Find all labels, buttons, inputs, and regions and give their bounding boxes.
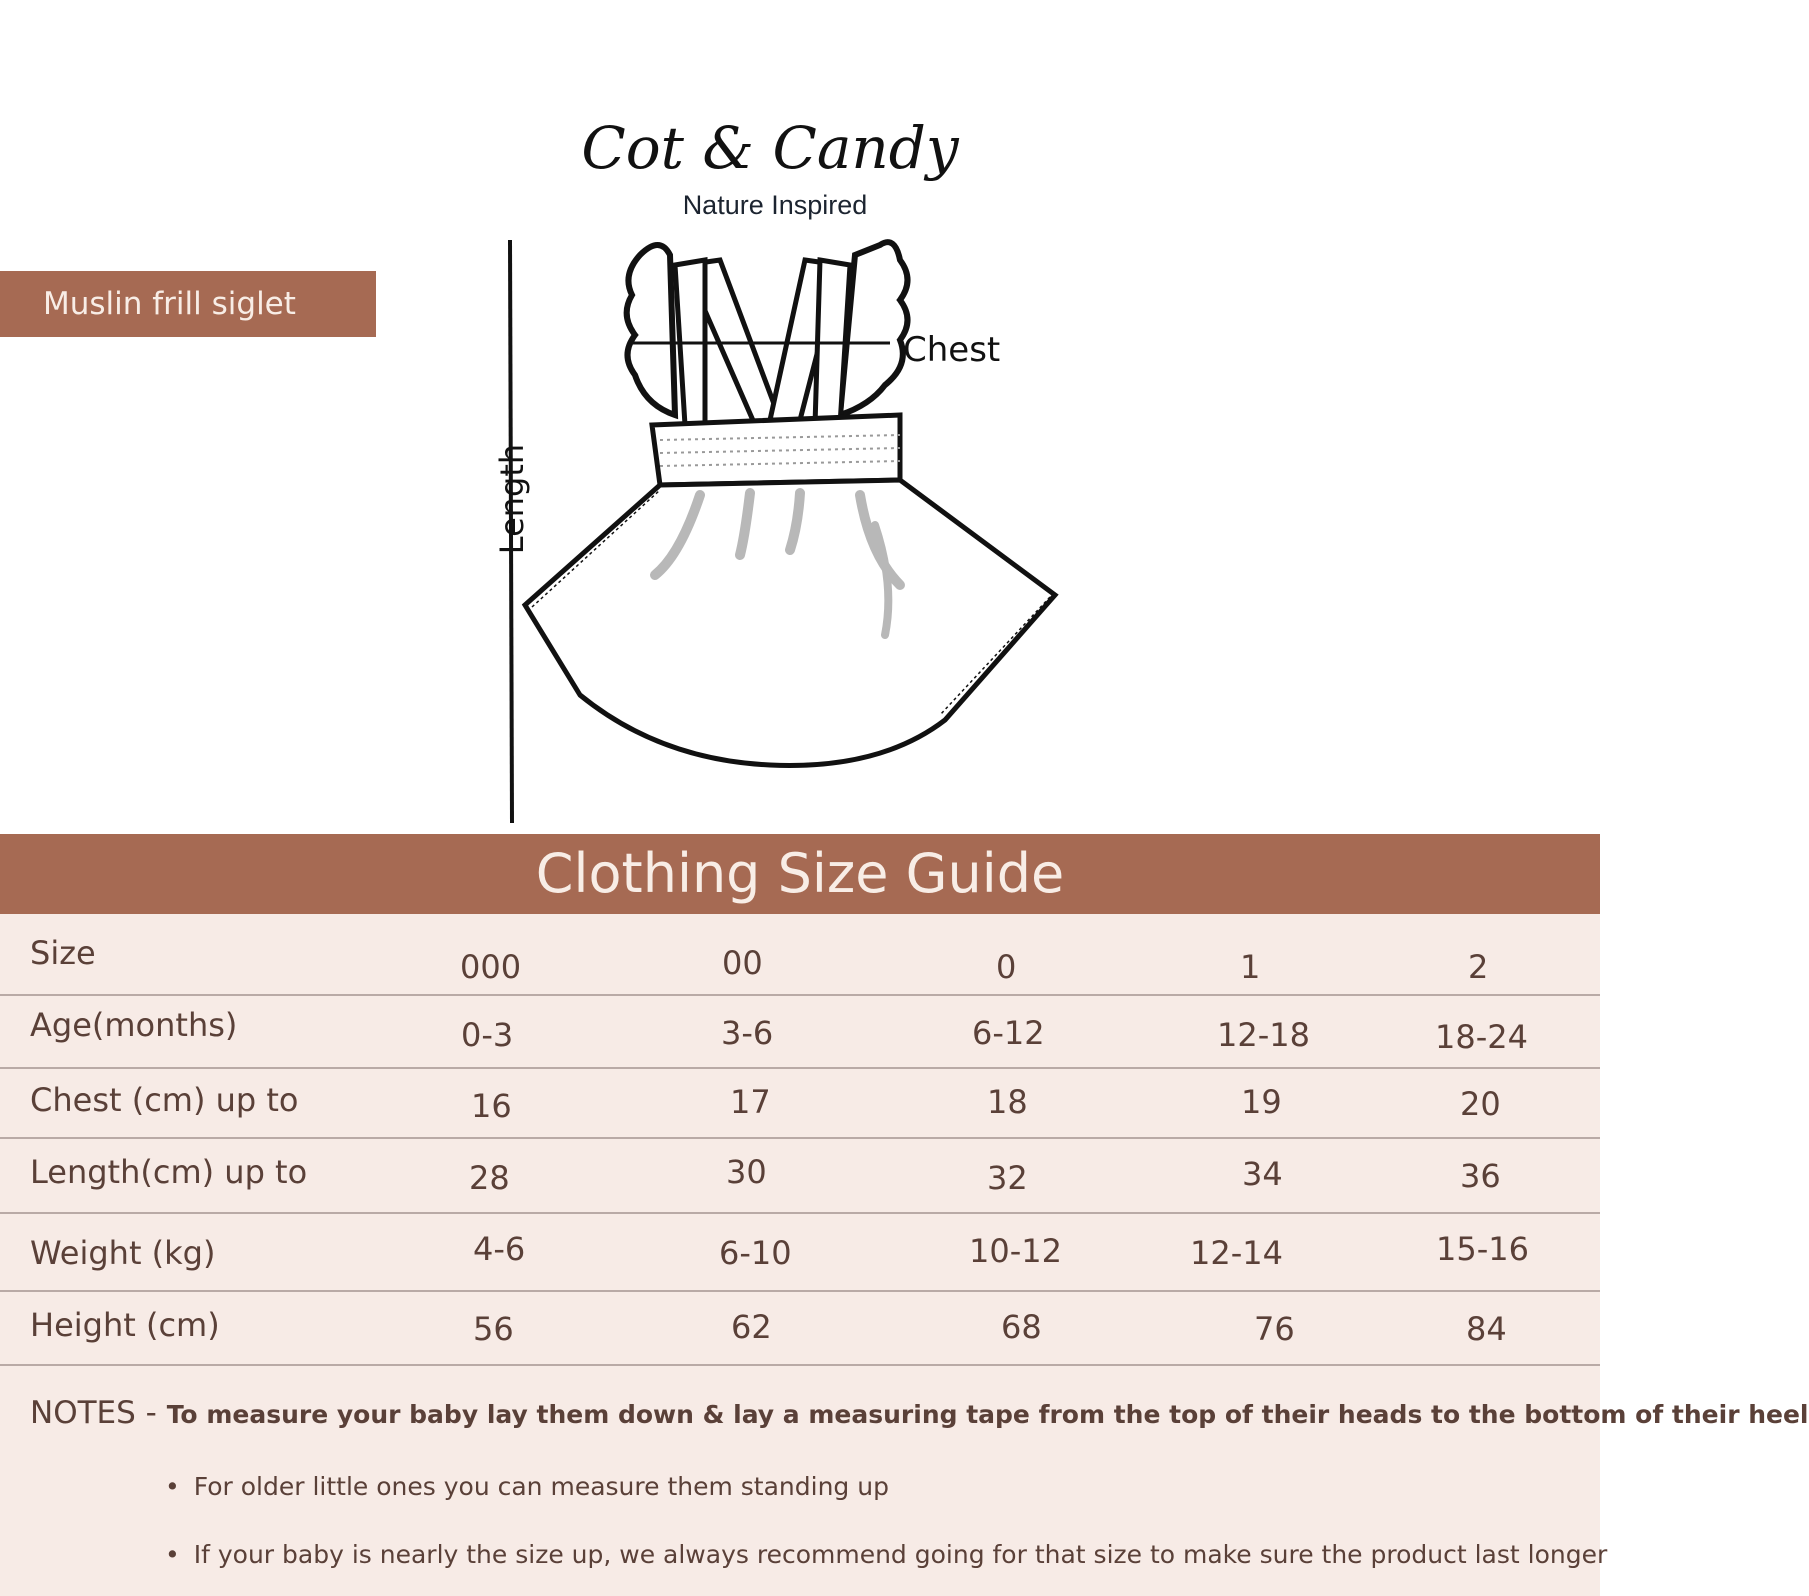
row-label: Height (cm) bbox=[30, 1306, 220, 1344]
table-cell: 84 bbox=[1466, 1310, 1507, 1348]
brand-tagline: Nature Inspired bbox=[682, 190, 868, 220]
table-cell: 10-12 bbox=[969, 1232, 1062, 1270]
table-cell: 28 bbox=[469, 1159, 510, 1197]
table-cell: 6-10 bbox=[719, 1234, 792, 1272]
table-cell: 4-6 bbox=[473, 1230, 526, 1268]
table-cell: 0-3 bbox=[461, 1016, 514, 1054]
table-cell: 68 bbox=[1001, 1308, 1042, 1346]
table-cell: 12-18 bbox=[1217, 1016, 1310, 1054]
table-cell: 56 bbox=[473, 1310, 514, 1348]
product-name-badge: Muslin frill siglet bbox=[0, 271, 376, 337]
brand-logo bbox=[560, 110, 980, 200]
table-cell: 15-16 bbox=[1436, 1230, 1529, 1268]
table-cell: 30 bbox=[726, 1153, 767, 1191]
table-cell: 12-14 bbox=[1190, 1234, 1283, 1272]
size-guide-title: Clothing Size Guide bbox=[0, 834, 1600, 914]
table-row bbox=[0, 914, 1600, 996]
table-row bbox=[0, 1214, 1600, 1292]
table-cell: 62 bbox=[731, 1308, 772, 1346]
list-item: • For older little ones you can measure them standing up bbox=[165, 1472, 889, 1501]
row-label: Size bbox=[30, 934, 96, 972]
table-cell: 17 bbox=[730, 1083, 771, 1121]
table-row bbox=[0, 1292, 1600, 1366]
notes bbox=[30, 1395, 1809, 1431]
table-cell: 000 bbox=[460, 948, 522, 986]
chest-label: Chest bbox=[903, 330, 1001, 370]
table-cell: 19 bbox=[1241, 1083, 1282, 1121]
table-cell: 3-6 bbox=[721, 1014, 774, 1052]
table-row bbox=[0, 1069, 1600, 1139]
table-cell: 20 bbox=[1460, 1085, 1501, 1123]
garment-diagram bbox=[460, 225, 1080, 825]
table-cell: 6-12 bbox=[972, 1014, 1045, 1052]
notes-prefix: NOTES - bbox=[30, 1395, 157, 1431]
table-cell: 0 bbox=[996, 948, 1017, 986]
table-cell: 32 bbox=[987, 1159, 1028, 1197]
row-label: Chest (cm) up to bbox=[30, 1081, 299, 1119]
notes-main: To measure your baby lay them down & lay a measuring tape from the top of their heads to the bottom of their heel bbox=[166, 1400, 1809, 1429]
table-cell: 2 bbox=[1468, 948, 1489, 986]
length-label: Length bbox=[493, 443, 531, 555]
logo-script-icon bbox=[560, 110, 980, 200]
table-cell: 76 bbox=[1254, 1310, 1295, 1348]
table-cell: 36 bbox=[1460, 1157, 1501, 1195]
table-cell: 1 bbox=[1240, 948, 1261, 986]
table-cell: 34 bbox=[1242, 1155, 1283, 1193]
row-label: Length(cm) up to bbox=[30, 1153, 308, 1191]
siglet-illustration-icon bbox=[460, 225, 1080, 825]
table-cell: 18-24 bbox=[1435, 1018, 1528, 1056]
table-row bbox=[0, 1139, 1600, 1214]
row-label: Weight (kg) bbox=[30, 1234, 216, 1272]
table-row bbox=[0, 996, 1600, 1069]
list-item: • If your baby is nearly the size up, we always recommend going for that size to make sure the product last longer bbox=[165, 1540, 1607, 1569]
table-cell: 00 bbox=[722, 944, 763, 982]
table-cell: 18 bbox=[987, 1083, 1028, 1121]
row-label: Age(months) bbox=[30, 1006, 238, 1044]
svg-text:Cot & Candy: Cot & Candy bbox=[581, 114, 959, 182]
table-cell: 16 bbox=[471, 1087, 512, 1125]
